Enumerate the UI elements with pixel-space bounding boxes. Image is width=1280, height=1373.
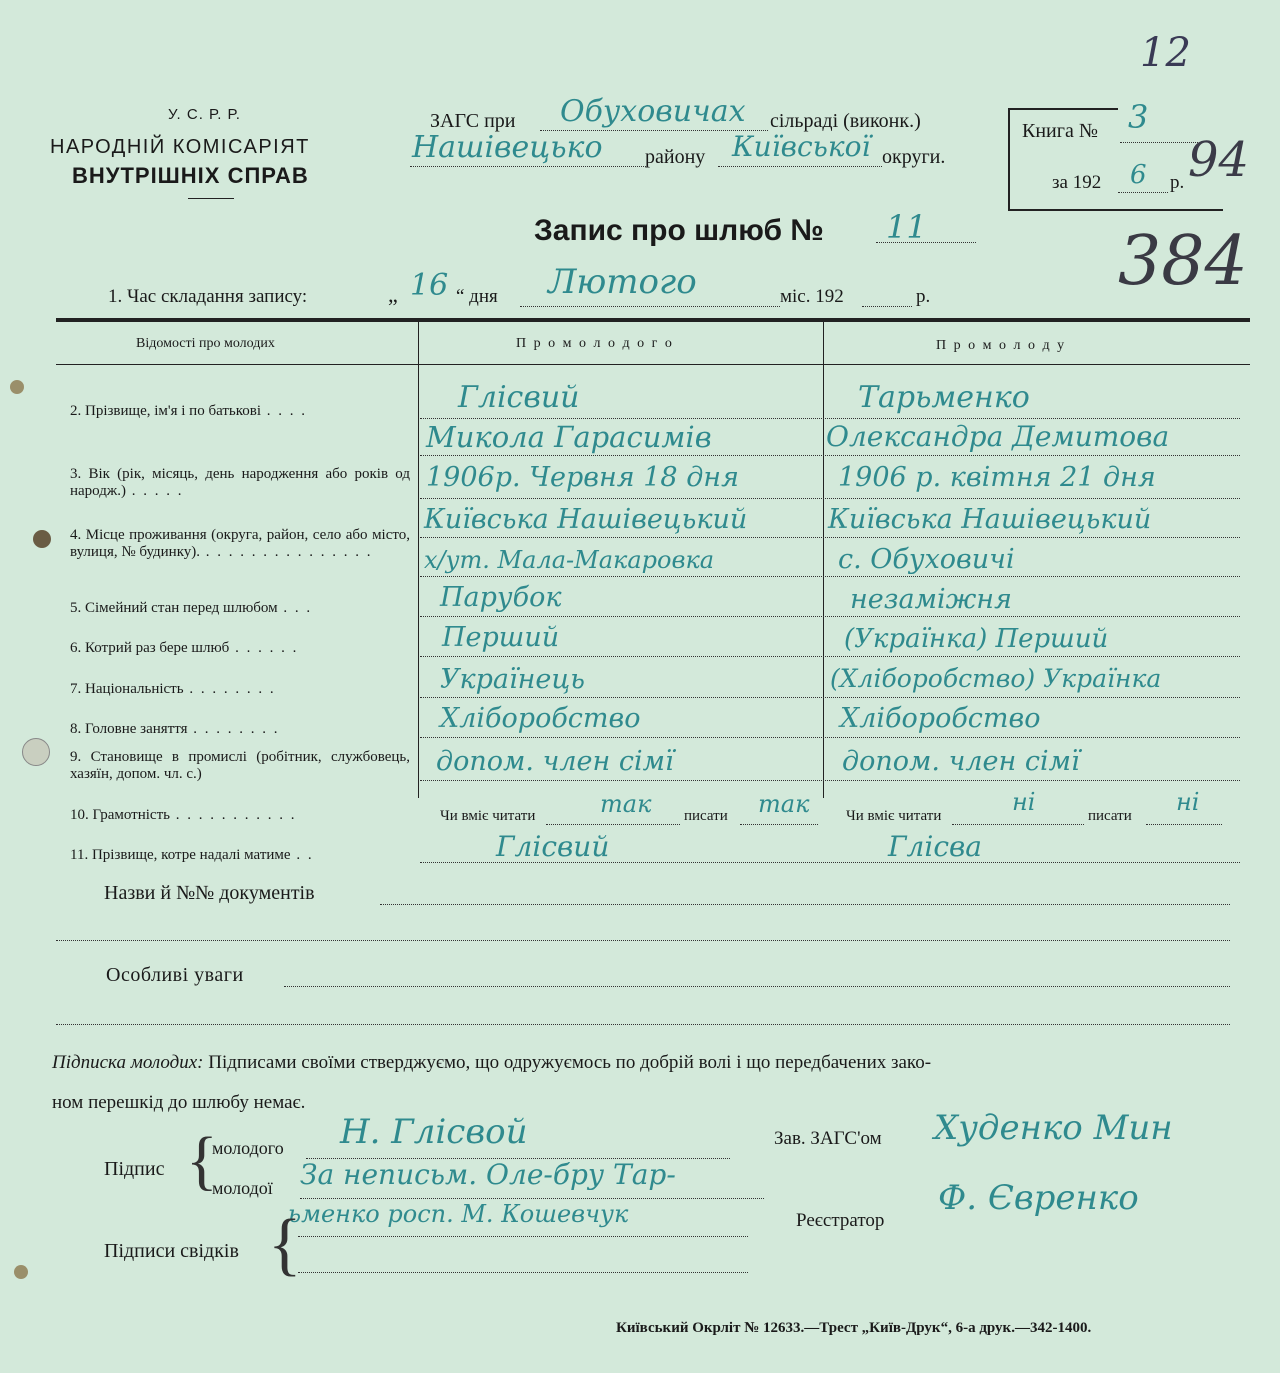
year-line (1118, 192, 1168, 193)
registrar-signature: Ф. Євренко (938, 1178, 1139, 1218)
groom-read-label: Чи вміє читати (440, 808, 536, 824)
head-signature: Худенко Мин (934, 1108, 1173, 1148)
remarks-label: Особливі уваги (106, 964, 244, 986)
bride-surname: Тарьменко (858, 380, 1030, 415)
row-label-status (70, 749, 410, 783)
bride-signature-line (300, 1198, 764, 1199)
time-day: 16 (410, 268, 449, 303)
row-label-marriage-count: 6. Котрий раз бере шлюб . . . . . . (70, 640, 299, 656)
year-suffix: р. (1170, 172, 1185, 193)
time-quote-open: „ (388, 282, 398, 307)
bride-marital: незаміжня (850, 584, 1012, 615)
row-label-future-surname-text: 11. Прізвище, котре надалі матиме (70, 847, 291, 863)
documents-line-1 (380, 904, 1230, 905)
bride-marriage-count: (Українка) Перший (844, 624, 1109, 654)
row-label-nationality: 7. Національність . . . . . . . . (70, 681, 276, 697)
row-label-occupation: 8. Головне заняття . . . . . . . . (70, 721, 280, 737)
groom-read-value: так (600, 790, 652, 818)
row-rule (420, 418, 1240, 419)
groom-write-label: писати (684, 808, 728, 824)
groom-occupation: Хліборобство (440, 703, 641, 734)
declaration-line-2: ном перешкід до шлюбу немає. (52, 1092, 306, 1113)
row-rule (420, 537, 1240, 538)
printer-footer: Київський Окрліт № 12633.—Трест „Київ-Друк“, 6-а друк.—342-1400. (616, 1320, 1092, 1336)
okruha-label: округи. (882, 146, 946, 168)
row-rule (420, 737, 1240, 738)
book-label: Книга № (1022, 120, 1098, 142)
header-commissariat: НАРОДНІЙ КОМІСАРІЯТ (50, 136, 310, 158)
row-label-name-text: 2. Прізвище, ім'я і по батькові (70, 403, 262, 419)
declaration-lead: Підписка молодих: (52, 1052, 204, 1073)
groom-write-value: так (758, 790, 810, 818)
time-mis: міс. 192 (780, 286, 844, 307)
table-col-divider-2 (823, 322, 824, 798)
margin-note-side: 384 (1118, 222, 1248, 301)
row-label-nationality-text: 7. Національність (70, 681, 184, 697)
groom-residence-2: х/ут. Мала-Макаровка (424, 546, 715, 574)
signature-label: Підпис (104, 1158, 165, 1180)
book-box-left (1008, 108, 1010, 210)
okruha-handwritten: Київської (732, 130, 871, 163)
col-header-groom: П р о м о л о д о г о (516, 336, 674, 351)
table-header-rule (56, 364, 1250, 365)
witnesses-label: Підписи свідків (104, 1240, 239, 1262)
punch-hole (14, 1265, 28, 1279)
year2-line (862, 306, 912, 307)
bride-residence-1: Київська Нашівецький (828, 504, 1152, 535)
time-r: р. (916, 286, 931, 307)
row-label-name: 2. Прізвище, ім'я і по батькові . . . . (70, 403, 308, 419)
row-rule (420, 780, 1240, 781)
row-label-marital: 5. Сімейний стан перед шлюбом . . . (70, 600, 313, 616)
row-label-residence-text: 4. Місце проживання (округа, район, село або місто, вулиця, № будинку). (70, 527, 410, 560)
bride-write-line (1146, 824, 1222, 825)
bride-nationality: (Хліборобство) Українка (830, 664, 1162, 693)
time-quote-close: “ дня (456, 286, 498, 307)
row-label-marriage-count-text: 6. Котрий раз бере шлюб (70, 640, 230, 656)
bride-residence-2: с. Обуховичі (838, 544, 1015, 575)
district-line (410, 166, 646, 167)
head-label: Зав. ЗАГС'ом (774, 1128, 882, 1149)
row-label-age: 3. Вік (рік, місяць, день народження або років од народж.) . . . . . (70, 466, 410, 499)
bride-signature-1: За неписьм. Оле-бру Тар- (300, 1158, 676, 1191)
brace-signature: { (186, 1124, 218, 1197)
bride-signature-2: ьменко росп. М. Кошевчук (288, 1200, 629, 1228)
time-month: Лютого (548, 262, 697, 302)
bride-read-label: Чи вміє читати (846, 808, 942, 824)
bride-write-value: ні (1176, 788, 1200, 816)
groom-signature-label: молодого (212, 1138, 284, 1158)
row-rule (420, 455, 1240, 456)
groom-residence-1: Київська Нашівецький (424, 504, 748, 535)
groom-marital: Парубок (440, 582, 562, 613)
groom-read-line (546, 824, 680, 825)
groom-signature: Н. Глісвой (340, 1112, 528, 1152)
col-header-info: Відомості про молодих (136, 336, 275, 351)
declaration-line-1 (52, 1052, 931, 1074)
groom-birth: 1906р. Червня 18 дня (426, 462, 739, 493)
year-label: за 192 (1052, 172, 1102, 193)
row-rule (420, 656, 1240, 657)
book-number: 3 (1128, 98, 1149, 136)
documents-line-2 (56, 940, 1230, 941)
okruha-line (718, 166, 882, 167)
declaration-text-1: Підписами своїми стверджуємо, що одружуємось по добрій волі і що передбачених зако- (208, 1052, 932, 1073)
bride-write-label: писати (1088, 808, 1132, 824)
bride-occupation: Хліборобство (840, 703, 1041, 734)
bride-name: Олександра Демитова (826, 420, 1170, 453)
documents-label: Назви й №№ документів (104, 882, 315, 904)
groom-surname: Глісвий (458, 380, 580, 415)
bride-read-value: ні (1012, 788, 1036, 816)
record-number: 11 (886, 208, 927, 246)
groom-status: допом. член сімї (436, 746, 674, 777)
month-line (520, 306, 780, 307)
witness-line-1 (298, 1236, 748, 1237)
groom-write-line (740, 824, 818, 825)
remarks-line-2 (56, 1024, 1230, 1025)
row-rule (420, 498, 1240, 499)
margin-note-top: 12 (1140, 30, 1191, 76)
district-label: району (645, 146, 706, 168)
district-handwritten: Нашівецько (412, 130, 603, 165)
brace-witnesses: { (268, 1206, 302, 1283)
header-rule (188, 198, 234, 199)
punch-hole (10, 380, 24, 394)
punch-hole (33, 530, 51, 548)
witness-line-2 (298, 1272, 748, 1273)
table-col-divider-1 (418, 322, 419, 798)
row-label-literacy-text: 10. Грамотність (70, 807, 170, 823)
col-header-bride: П р о м о л о д у (936, 338, 1067, 353)
groom-marriage-count: Перший (442, 622, 560, 653)
header-internal-affairs: ВНУТРІШНІХ СПРАВ (72, 163, 309, 188)
row-label-age-text: 3. Вік (рік, місяць, день народження або років од народж.) (70, 466, 410, 499)
book-box-top (1008, 108, 1118, 110)
registrar-label: Реєстратор (796, 1210, 885, 1231)
table-top-rule (56, 318, 1250, 322)
bride-signature-label: молодої (212, 1178, 273, 1198)
record-title: Запис про шлюб № (534, 214, 824, 247)
row-label-future-surname: 11. Прізвище, котре надалі матиме . . (70, 847, 314, 863)
bride-birth: 1906 р. квітня 21 дня (838, 462, 1156, 493)
header-ussr: У. С. Р. Р. (168, 106, 241, 123)
year-digit: 6 (1130, 160, 1147, 190)
bride-future-surname: Глісва (888, 830, 982, 863)
book-box-bottom (1008, 209, 1223, 211)
row-label-status-text: 9. Становище в промислі (робітник, службовець, хазяїн, допом. чл. с.) (70, 749, 410, 782)
zags-prefix: ЗАГС при (430, 110, 516, 132)
remarks-line-1 (284, 986, 1230, 987)
row-label-literacy: 10. Грамотність . . . . . . . . . . . (70, 807, 297, 823)
groom-name: Микола Гарасимів (426, 420, 712, 454)
time-label: 1. Час складання запису: (108, 286, 308, 307)
bride-status: допом. член сімї (842, 746, 1080, 777)
row-label-marital-text: 5. Сімейний стан перед шлюбом (70, 600, 278, 616)
row-rule (420, 697, 1240, 698)
book-side-note: 94 (1188, 132, 1250, 188)
groom-future-surname: Глісвий (496, 830, 610, 863)
row-label-occupation-text: 8. Головне заняття (70, 721, 188, 737)
row-rule (420, 616, 1240, 617)
groom-nationality: Українець (440, 664, 585, 695)
bride-read-line (952, 824, 1084, 825)
village-suffix: сільраді (виконк.) (770, 110, 921, 132)
village-handwritten: Обуховичах (560, 94, 746, 129)
row-label-residence: 4. Місце проживання (округа, район, село або місто, вулиця, № будинку). . . . . . . . . . . . . . . . (70, 527, 410, 560)
punch-hole (22, 738, 50, 766)
row-rule (420, 576, 1240, 577)
